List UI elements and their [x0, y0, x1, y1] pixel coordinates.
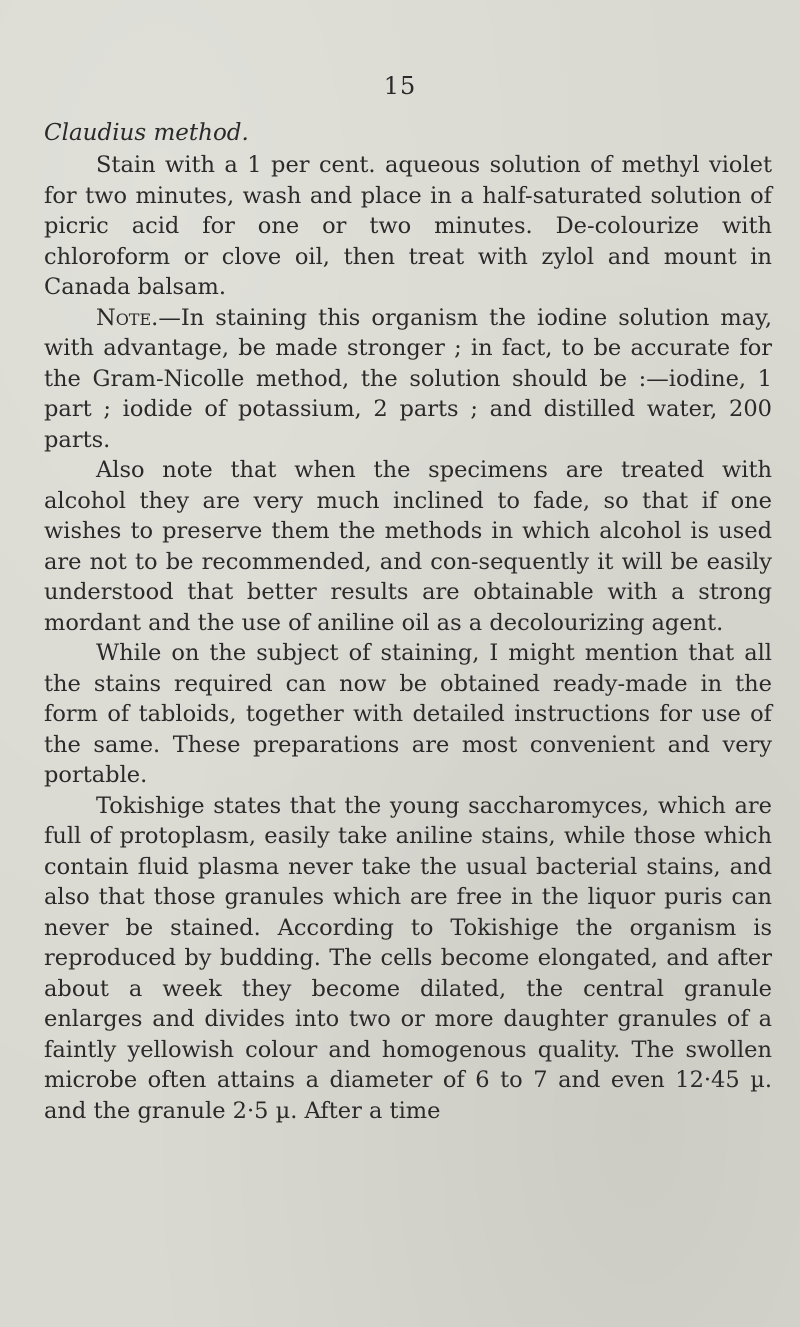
paragraph-text: —In staining this organism the iodine solution may, with advantage, be made stronger ; in fact, to be accurate for the Gram-Nicolle method, the solution should be :—iodine, 1 part ; iodide of potassium, 2 parts ; and distilled water, 200 parts. — [44, 304, 772, 453]
paragraph-tokishige — [44, 791, 772, 1127]
paragraph-alcohol-fading — [44, 455, 772, 638]
paragraph-text: Stain with a 1 per cent. aqueous solution of methyl violet for two minutes, wash and place in a half-saturated solution of picric acid for one or two minutes. De-colourize with chloroform or clove oil, then treat with zylol and mount in Canada balsam. — [44, 152, 772, 300]
paragraph-text: While on the subject of staining, I might mention that all the stains required can now be obtained ready-made in the form of tabloids, together with detailed instructions for use of the same. These preparations are most convenient and very portable. — [44, 640, 772, 788]
page-number: 15 — [383, 72, 417, 100]
note-lead: Note. — [96, 304, 159, 331]
paragraph-note — [44, 303, 772, 456]
body-text — [44, 117, 772, 1126]
paragraph-text: Also note that when the specimens are treated with alcohol they are very much inclined to fade, so that if one wishes to preserve them the methods in which alcohol is used are not to be recommended, and con-sequently it will be easily understood that better results are obtainable with a strong mordant and the use of aniline oil as a decolourizing agent. — [44, 457, 772, 636]
paragraph-tabloids — [44, 638, 772, 791]
section-heading: Claudius method. — [44, 120, 249, 146]
paragraph-staining-procedure — [44, 150, 772, 303]
paragraph-text: Tokishige states that the young saccharomyces, which are full of protoplasm, easily take aniline stains, while those which contain fluid plasma never take the usual bacterial stains, and also that those granules which are free in the liquor puris can never be stained. According to Tokishige the organism is reproduced by budding. The cells become elongated, and after about a week they become dilated, the central granule enlarges and divides into two or more daughter granules of a faintly yellowish colour and homogenous quality. The swollen microbe often attains a diameter of 6 to 7 and even 12·45 µ. and the granule 2·5 µ. After a time — [44, 792, 772, 1124]
